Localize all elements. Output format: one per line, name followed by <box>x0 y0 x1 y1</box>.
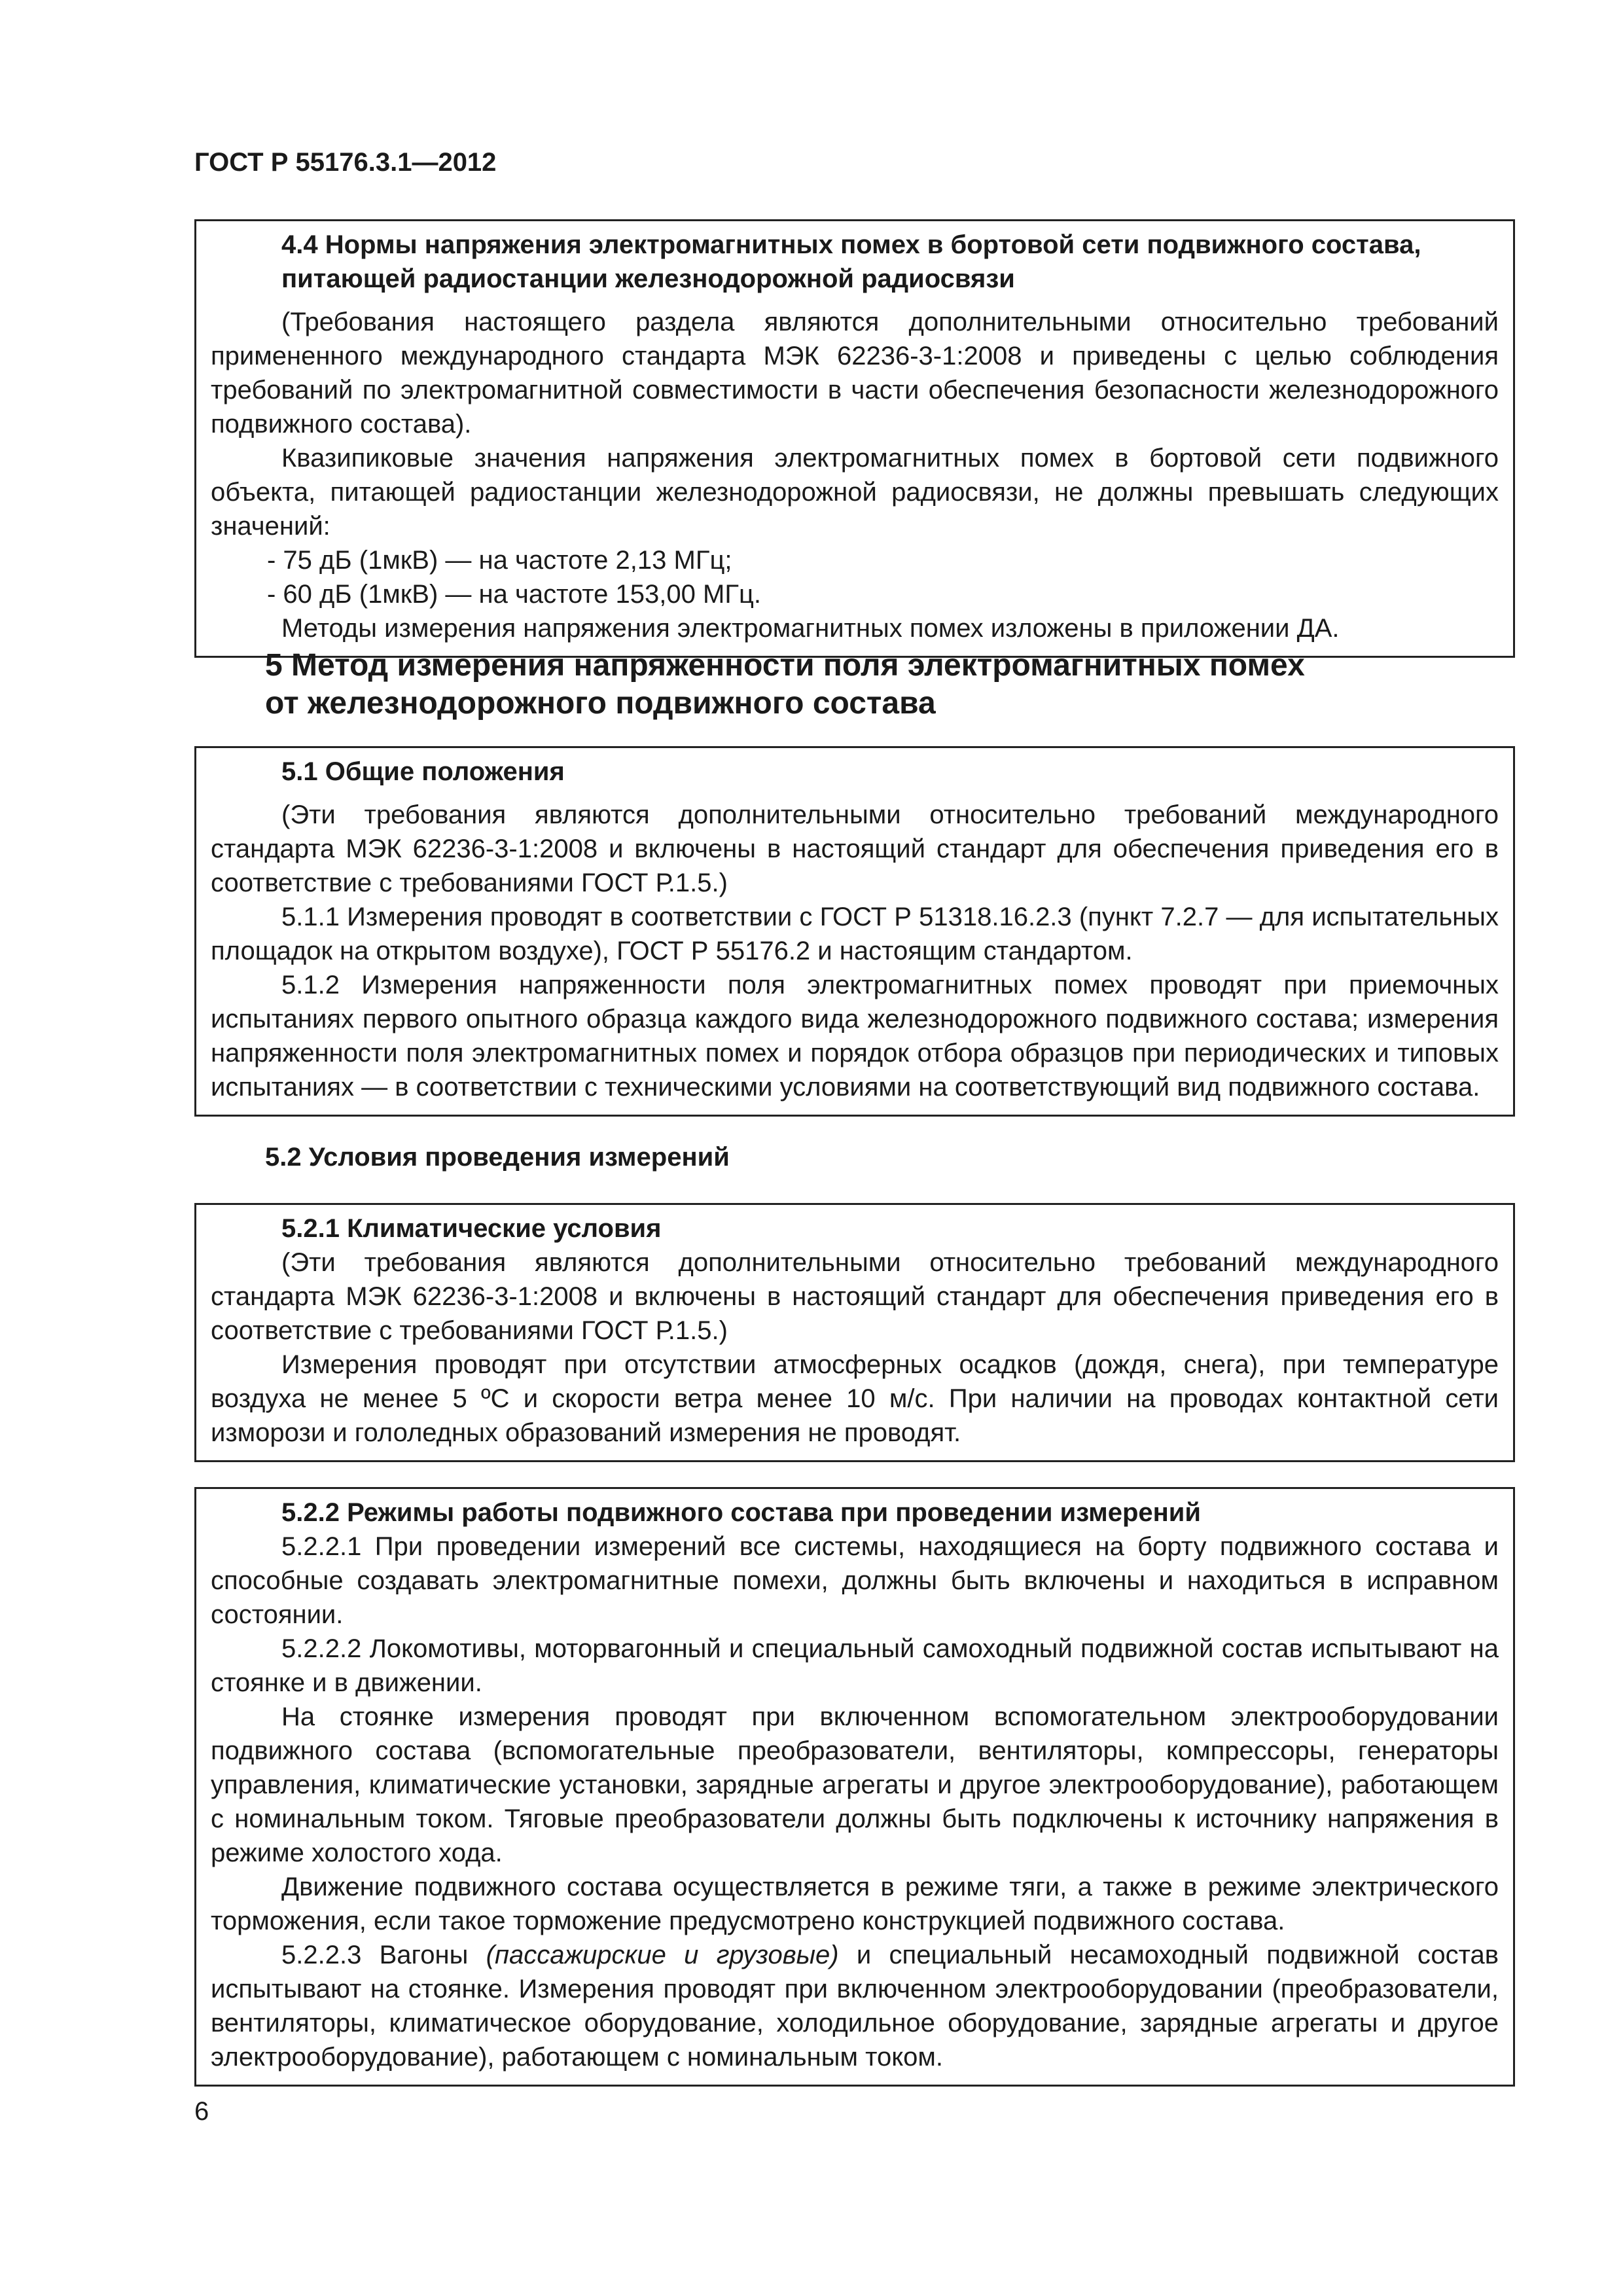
paragraph: Измерения проводят при отсутствии атмосферных осадков (дождя, снега), при температуре воздуха не менее 5 ºС и скорости ветра менее 10 м/с. При наличии на проводах контактной сети изморози и гололедных образований измерения не проводят. <box>211 1350 1499 1447</box>
section-heading-continued: питающей радиостанции железнодорожной радиосвязи <box>281 264 1015 293</box>
paragraph: На стоянке измерения проводят при включенном вспомогательном электрооборудовании подвижного состава (вспомогательные преобразователи, вентиляторы, компрессоры, генераторы управления, климатические установки, зарядные агрегаты и другое электрооборудование), работающем с номинальным током. Тяговые преобразователи должны быть подключены к источнику напряжения в режиме холостого хода. <box>211 1702 1499 1867</box>
box-section-4-4 <box>194 219 1515 658</box>
paragraph: (Эти требования являются дополнительными относительно требований международного стандарта МЭК 62236-3-1:2008 и включены в настоящий стандарт для обеспечения приведения его в соответствие с требованиями ГОСТ Р.1.5.) <box>211 1248 1499 1345</box>
italic-text: (пассажирские и грузовые) <box>486 1941 839 1969</box>
paragraph: Методы измерения напряжения электромагнитных помех изложены в приложении ДА. <box>281 614 1340 643</box>
paragraph: 5.1.2 Измерения напряженности поля электромагнитных помех проводят при приемочных испытаниях первого опытного образца каждого вида железнодорожного подвижного состава; измерения напряженности поля электромагнитных помех и порядок отбора образцов при периодических и типовых испытаниях — в соответствии с техническими условиями на соответствующий вид подвижного состава. <box>211 971 1499 1102</box>
paragraph: 5.2.2.3 Вагоны (пассажирские и грузовые) и специальный несамоходный подвижной состав испытывают на стоянке. Измерения проводят при включенном электрооборудовании (преобразователи, вентиляторы, климатическое оборудование, холодильное оборудование, зарядные агрегаты и другое электрооборудование), работающем с номинальным током. <box>211 1941 1499 2072</box>
paragraph: Квазипиковые значения напряжения электромагнитных помех в бортовой сети подвижного объекта, питающей радиостанции железнодорожной радиосвязи, не должны превышать следующих значений: <box>211 444 1499 541</box>
paragraph: (Требования настоящего раздела являются дополнительными относительно требований примененного международного стандарта МЭК 62236-3-1:2008 и приведены с целью соблюдения требований по электромагнитной совместимости в части обеспечения безопасности железнодорожного подвижного состава). <box>211 308 1499 439</box>
paragraph: 5.2.2.2 Локомотивы, моторвагонный и специальный самоходный подвижной состав испытывают на стоянке и в движении. <box>211 1634 1499 1697</box>
paragraph: Движение подвижного состава осуществляется в режиме тяги, а также в режиме электрического торможения, если такое торможение предусмотрено конструкцией подвижного состава. <box>211 1873 1499 1935</box>
box-section-5-2-1 <box>194 1203 1515 1462</box>
paragraph: (Эти требования являются дополнительными относительно требований международного стандарта МЭК 62236-3-1:2008 и включены в настоящий стандарт для обеспечения приведения его в соответствие с требованиями ГОСТ Р.1.5.) <box>211 800 1499 897</box>
paragraph: 5.2.2.1 При проведении измерений все системы, находящиеся на борту подвижного состава и способные создавать электромагнитные помехи, должны быть включены и находиться в исправном состоянии. <box>211 1532 1499 1629</box>
section-heading: 5.2.2 Режимы работы подвижного состава при проведении измерений <box>281 1498 1201 1527</box>
list-item: - 60 дБ (1мкВ) — на частоте 153,00 МГц. <box>267 580 761 609</box>
paragraph: 5.1.1 Измерения проводят в соответствии с ГОСТ Р 51318.16.2.3 (пункт 7.2.7 — для испытательных площадок на открытом воздухе), ГОСТ Р 55176.2 и настоящим стандартом. <box>211 903 1499 965</box>
list-item: - 75 дБ (1мкВ) — на частоте 2,13 МГц; <box>267 546 732 575</box>
box-section-5-2-2 <box>194 1487 1515 2087</box>
document-header: ГОСТ Р 55176.3.1—2012 <box>194 148 497 177</box>
section-5-2-title: 5.2 Условия проведения измерений <box>265 1143 730 1172</box>
section-heading: 5.1 Общие положения <box>281 757 565 786</box>
page-number: 6 <box>194 2097 209 2126</box>
section-5-title: 5 Метод измерения напряженности поля электромагнитных помех от железнодорожного подвижного состава <box>265 648 1305 721</box>
section-heading: 5.2.1 Климатические условия <box>281 1214 662 1243</box>
box-section-5-1 <box>194 746 1515 1117</box>
section-heading: 4.4 Нормы напряжения электромагнитных помех в бортовой сети подвижного состава, <box>281 230 1421 259</box>
